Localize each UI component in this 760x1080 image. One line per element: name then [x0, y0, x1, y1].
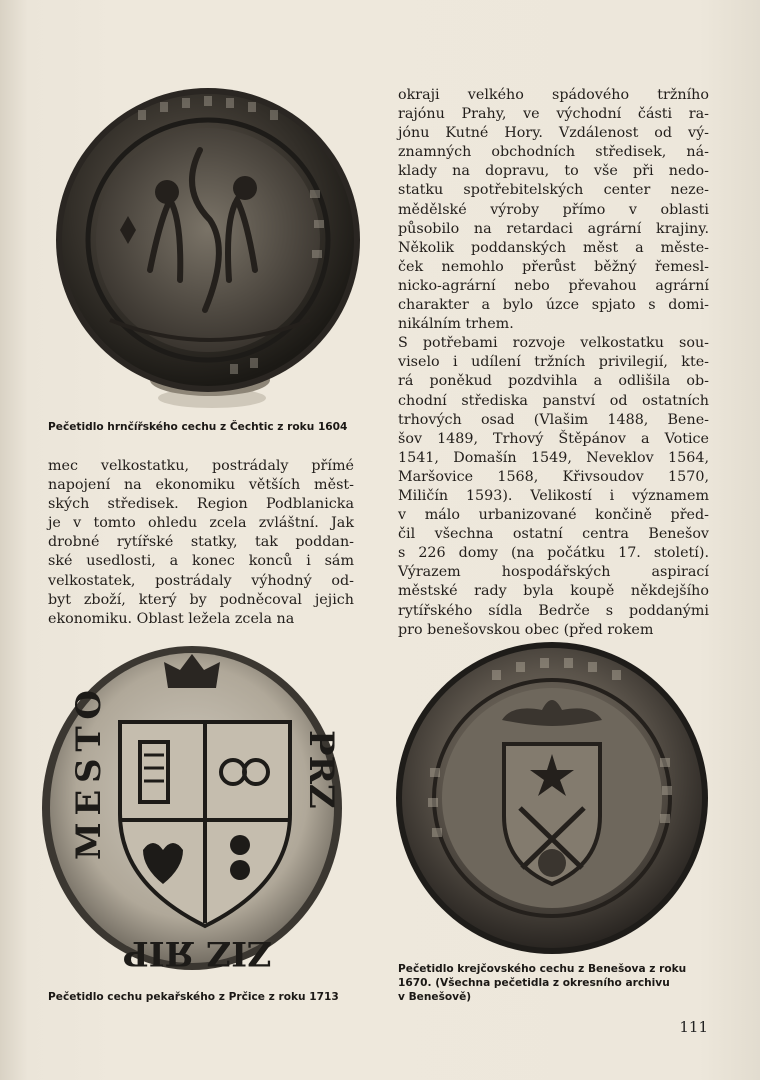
text-line: ček nemohlo přerůst běžný řemesl- — [398, 258, 709, 275]
text-line: Maršovice 1568, Křivsoudov 1570, — [398, 468, 709, 485]
text-line: jónu Kutné Hory. Vzdálenost od vý- — [398, 125, 709, 142]
seal-photo-bakers — [40, 640, 350, 975]
text-line: S potřebami rozvoje velkostatku sou- — [398, 335, 709, 352]
text-line: rajónu Prahy, ve východní části ra- — [398, 106, 709, 123]
left-paragraph — [48, 457, 354, 629]
right-paragraph-1 — [398, 86, 709, 334]
text-line: ské usedlosti, a konec konců i sám — [48, 553, 354, 570]
text-line: šov 1489, Trhový Štěpánov a Votice — [398, 430, 709, 447]
page-number: 111 — [679, 1018, 708, 1036]
text-line: napojení na ekonomiku větších měst- — [48, 477, 354, 494]
text-line: znamných obchodních středisek, ná- — [398, 144, 709, 161]
right-text-column — [398, 86, 709, 640]
seal3-caption-line-1: Pečetidlo krejčovského cechu z Benešova z roku — [398, 963, 687, 975]
text-line: trhových osad (Vlašim 1488, Bene- — [398, 411, 709, 428]
text-line: čil všechna ostatní centra Benešov — [398, 526, 709, 543]
left-text-column — [48, 457, 354, 629]
text-line: byt zboží, který by podněcoval jejich — [48, 591, 354, 608]
seal1-caption: Pečetidlo hrnčířského cechu z Čechtic z roku 1604 — [48, 421, 348, 433]
text-line: je v tomto ohledu zcela zvláštní. Jak — [48, 515, 354, 532]
text-line: statku spotřebitelských center neze- — [398, 182, 709, 199]
text-line: nicko-agrární nebo převahou agrární — [398, 277, 709, 294]
text-line: s 226 domy (na počátku 17. století). — [398, 545, 709, 562]
text-line: nikálním trhem. — [398, 316, 514, 333]
text-line: Několik poddanských měst a měste- — [398, 239, 709, 256]
text-line: chodní střediska panství od ostatních — [398, 392, 709, 409]
text-line: klady na dopravu, to vše při nedo- — [398, 163, 709, 180]
text-line: 1541, Domašín 1549, Neveklov 1564, — [398, 449, 709, 466]
text-line: městské rady byla koupě někdejšího — [398, 583, 709, 600]
text-line: ekonomiku. Oblast ležela zcela na — [48, 610, 295, 627]
text-line: Výrazem hospodářských aspirací — [398, 564, 709, 581]
text-line: viselo i udílení tržních privilegií, kte- — [398, 354, 709, 371]
seal2-inscription-left: MESTO — [69, 690, 109, 860]
bleed-through-margin — [0, 60, 36, 760]
text-line: okraji velkého spádového tržního — [398, 87, 709, 103]
text-line: mec velkostatku, postrádaly přímé — [48, 458, 354, 474]
seal2-inscription-bottom: ZIZ ЯIP — [123, 933, 272, 973]
right-paragraph-2 — [398, 334, 709, 640]
seal3-caption-line-3: v Benešově) — [398, 991, 472, 1003]
text-line: rytířského sídla Bedrče s poddanými — [398, 602, 709, 619]
seal-photo-tailors — [392, 638, 712, 958]
text-line: mědělské výroby přímo v oblasti — [398, 201, 709, 218]
seal3-caption-line-2: 1670. (Všechna pečetidla z okresního archivu — [398, 977, 670, 989]
seal2-inscription-right: PRZ — [301, 730, 341, 809]
text-line: drobné rytířské statky, tak poddan- — [48, 534, 354, 551]
text-line: pro benešovskou obec (před rokem — [398, 621, 654, 638]
text-line: velkostatek, postrádaly výhodný od- — [48, 572, 354, 589]
seal3-caption — [398, 962, 718, 1004]
text-line: rá poněkud pozdvihla a odlišila ob- — [398, 373, 709, 390]
text-line: působilo na retardaci agrární krajiny. — [398, 220, 709, 237]
text-line: charakter a bylo úzce spjato s domi- — [398, 297, 709, 314]
text-line: ských středisek. Region Podblanicka — [48, 496, 354, 513]
seal2-caption: Pečetidlo cechu pekařského z Prčice z roku 1713 — [48, 991, 339, 1003]
text-line: Miličín 1593). Velikostí i významem — [398, 487, 709, 504]
seal-photo-potters — [50, 80, 365, 415]
text-line: v málo urbanizované končině před- — [398, 507, 709, 524]
